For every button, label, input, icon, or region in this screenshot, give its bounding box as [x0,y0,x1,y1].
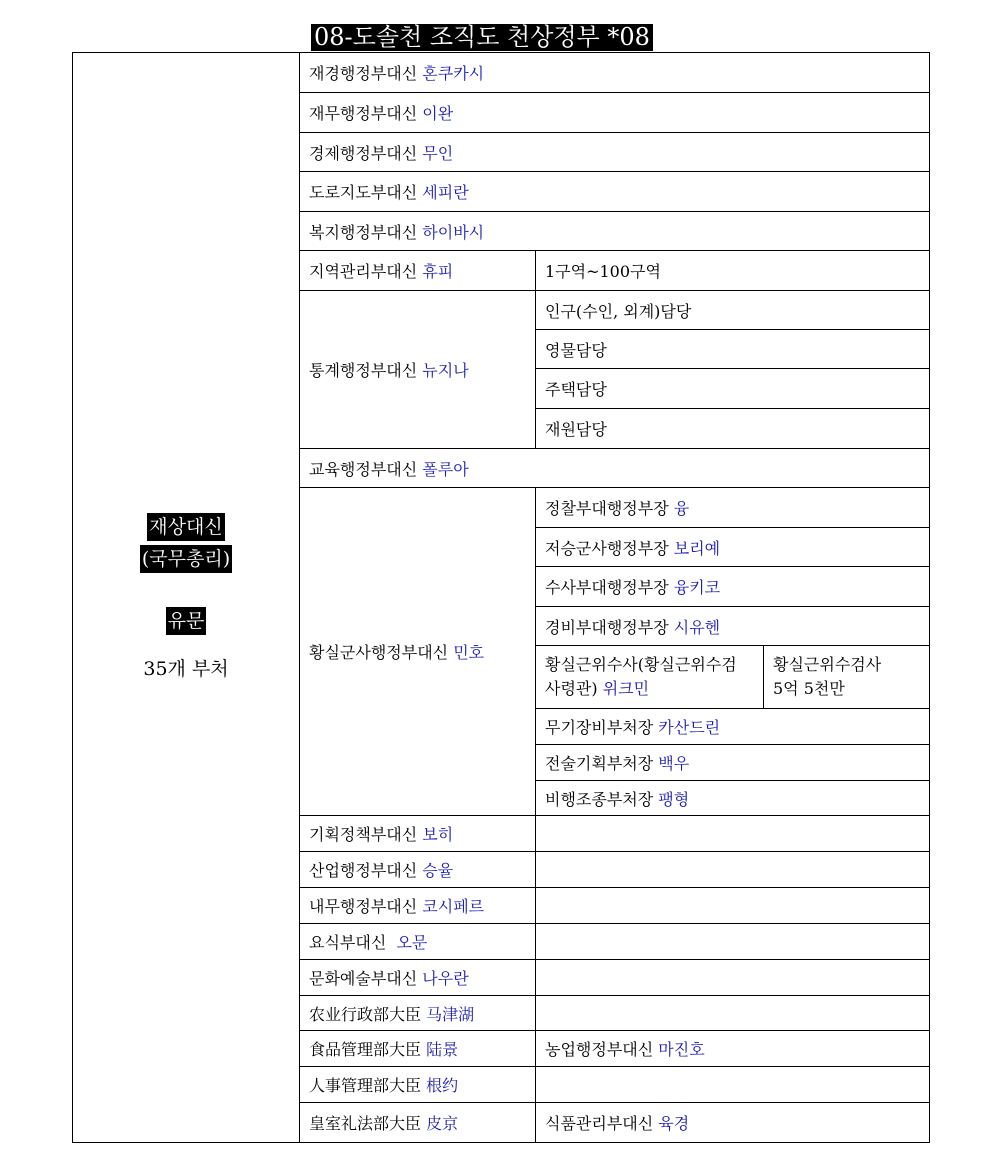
ministry-row: 재경행정부대신 혼쿠카시 [300,53,930,93]
ministry-count: 35개 부처 [143,657,229,680]
sub-unit: 재원담당 [536,409,930,449]
ministry-row: 통계행정부대신 뉴지나 [300,291,536,449]
ministry-row: 요식부대신 오문 [300,924,536,960]
prime-minister-cell [73,53,300,1143]
ministry-row: 문화예술부대신 나우란 [300,960,536,996]
sub-unit: 농업행정부대신 마진호 [536,1031,930,1067]
sub-unit: 수사부대행정부장 융키코 [536,567,930,607]
sub-unit: 1구역~100구역 [536,251,930,291]
empty-cell [536,852,930,888]
ministry-row: 내무행정부대신 코시페르 [300,888,536,924]
empty-cell [536,816,930,852]
prime-minister-subtitle: (국무총리) [140,545,232,573]
sub-unit: 저승군사행정부장 보리예 [536,528,930,567]
sub-unit: 주택담당 [536,369,930,409]
empty-cell [536,888,930,924]
sub-unit-side: 황실근위수검사 5억 5천만 [764,646,930,709]
ministry-row: 재무행정부대신 이완 [300,93,930,133]
ministry-row: 복지행정부대신 하이바시 [300,212,930,251]
empty-cell [536,996,930,1031]
sub-unit: 전술기획부처장 백우 [536,745,930,781]
sub-unit: 무기장비부처장 카산드린 [536,709,930,745]
ministry-row: 황실군사행정부대신 민호 [300,488,536,816]
ministry-row: 교육행정부대신 폴루아 [300,449,930,488]
empty-cell [536,1067,930,1103]
ministry-row: 农业行政部大臣 马津湖 [300,996,536,1031]
ministry-row: 人事管理部大臣 根约 [300,1067,536,1103]
sub-unit: 인구(수인, 외계)담당 [536,291,930,330]
prime-minister-title: 재상대신 [147,513,224,541]
empty-cell [536,960,930,996]
ministry-row: 食品管理部大臣 陆景 [300,1031,536,1067]
sub-unit: 경비부대행정부장 시유헨 [536,607,930,646]
sub-unit: 황실근위수사(황실근위수검 사령관) 위크민 [536,646,764,709]
ministry-row: 기획정책부대신 보히 [300,816,536,852]
sub-unit: 식품관리부대신 육경 [536,1103,930,1143]
org-chart-table [72,52,930,1143]
empty-cell [536,924,930,960]
ministry-row: 지역관리부대신 휴피 [300,251,536,291]
sub-unit: 비행조종부처장 팽형 [536,781,930,816]
sub-unit: 정찰부대행정부장 융 [536,488,930,528]
ministry-row: 산업행정부대신 승율 [300,852,536,888]
ministry-row: 경제행정부대신 무인 [300,133,930,172]
page-title: 08-도솔천 조직도 천상정부 *08 [311,24,653,51]
ministry-row: 도로지도부대신 세피란 [300,172,930,212]
prime-minister-name: 유문 [166,607,207,635]
sub-unit: 영물담당 [536,330,930,369]
ministry-row: 皇室礼法部大臣 皮京 [300,1103,536,1143]
